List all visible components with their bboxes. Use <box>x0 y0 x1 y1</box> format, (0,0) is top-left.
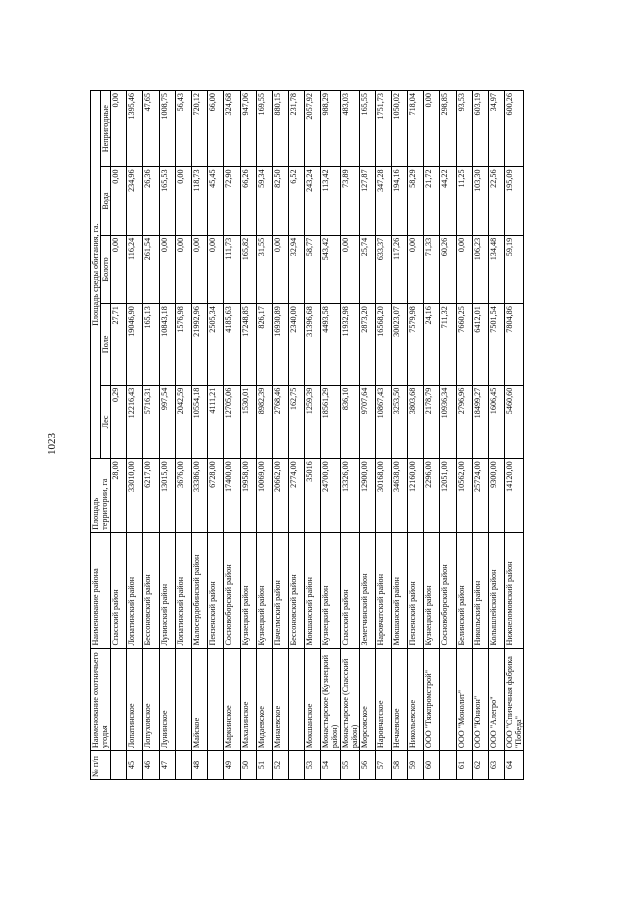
cell-district: Колышлейский район <box>489 532 505 648</box>
cell-name: Маркинское <box>224 648 240 751</box>
cell-field: 24,16 <box>424 304 440 386</box>
cell-field: 2340,00 <box>289 304 305 386</box>
table-row <box>391 91 407 780</box>
cell-forest: 5460,60 <box>505 385 524 459</box>
cell-num: 56 <box>359 751 375 780</box>
cell-area: 30168,00 <box>375 459 391 533</box>
cell-area: 6728,00 <box>208 459 224 533</box>
cell-swamp: 0,00 <box>175 235 191 303</box>
header-area: Площадь территории, га <box>91 459 111 533</box>
cell-name: Лунинское <box>159 648 175 751</box>
cell-name: Лопатинское <box>127 648 143 751</box>
cell-name: ООО "Юнион" <box>472 648 488 751</box>
cell-num: 48 <box>191 751 207 780</box>
cell-field: 27,71 <box>111 304 127 386</box>
cell-district: Малосердобинский район <box>191 532 207 648</box>
cell-water: 103,30 <box>472 167 488 235</box>
cell-forest: 0,29 <box>111 385 127 459</box>
header-num: № п/п <box>91 751 111 780</box>
table-row <box>505 91 524 780</box>
cell-field: 31396,68 <box>305 304 321 386</box>
cell-swamp: 0,00 <box>408 235 424 303</box>
table-row <box>340 91 359 780</box>
cell-num: 46 <box>143 751 159 780</box>
cell-num: 50 <box>240 751 256 780</box>
cell-district: Кузнецкий район <box>321 532 340 648</box>
table-row <box>321 91 340 780</box>
cell-area: 13015,00 <box>159 459 175 533</box>
header-unfit: Непригодные <box>101 91 111 167</box>
cell-water: 243,24 <box>305 167 321 235</box>
cell-district: Никольский район <box>472 532 488 648</box>
cell-area: 6217,00 <box>143 459 159 533</box>
cell-swamp: 117,26 <box>391 235 407 303</box>
cell-water: 44,22 <box>440 167 456 235</box>
cell-water: 6,52 <box>289 167 305 235</box>
cell-water: 195,09 <box>505 167 524 235</box>
cell-district: Пензенский район <box>408 532 424 648</box>
cell-field: 19046,90 <box>127 304 143 386</box>
cell-field: 21992,96 <box>191 304 207 386</box>
cell-unfit: 47,65 <box>143 91 159 167</box>
cell-name: ООО "Тяжпромстрой" <box>424 648 440 751</box>
cell-area: 12160,00 <box>408 459 424 533</box>
cell-swamp: 32,94 <box>289 235 305 303</box>
cell-num: 58 <box>391 751 407 780</box>
cell-swamp: 0,00 <box>456 235 472 303</box>
cell-district: Сосновоборский район <box>440 532 456 648</box>
table-row <box>159 91 175 780</box>
cell-unfit: 66,00 <box>208 91 224 167</box>
cell-area: 33010,00 <box>127 459 143 533</box>
cell-num: 64 <box>505 751 524 780</box>
cell-forest: 1259,39 <box>305 385 321 459</box>
cell-unfit: 1050,02 <box>391 91 407 167</box>
cell-field: 30023,07 <box>391 304 407 386</box>
cell-unfit: 0,00 <box>424 91 440 167</box>
cell-forest: 2768,46 <box>272 385 288 459</box>
table-row <box>143 91 159 780</box>
cell-district: Лопатинский район <box>127 532 143 648</box>
cell-swamp: 31,55 <box>256 235 272 303</box>
cell-num: 55 <box>340 751 359 780</box>
cell-area: 14120,00 <box>505 459 524 533</box>
header-district: Наименование района <box>91 532 111 648</box>
cell-forest: 10867,43 <box>375 385 391 459</box>
cell-name <box>175 648 191 751</box>
cell-num: 53 <box>305 751 321 780</box>
cell-unfit: 93,53 <box>456 91 472 167</box>
cell-water: 347,28 <box>375 167 391 235</box>
cell-name: Наровчатское <box>375 648 391 751</box>
cell-unfit: 0,00 <box>111 91 127 167</box>
cell-unfit: 34,97 <box>489 91 505 167</box>
cell-num: 63 <box>489 751 505 780</box>
table-row <box>375 91 391 780</box>
cell-water: 26,36 <box>143 167 159 235</box>
table-row <box>272 91 288 780</box>
cell-num <box>289 751 305 780</box>
cell-water: 82,50 <box>272 167 288 235</box>
cell-swamp: 633,37 <box>375 235 391 303</box>
cell-swamp: 0,00 <box>340 235 359 303</box>
hunting-grounds-table <box>90 90 524 780</box>
cell-district: Мокшанский район <box>391 532 407 648</box>
table-row <box>127 91 143 780</box>
cell-unfit: 1008,75 <box>159 91 175 167</box>
cell-name: ООО "Спичечная фабрика "Победа" <box>505 648 524 751</box>
table-row <box>359 91 375 780</box>
cell-forest: 997,54 <box>159 385 175 459</box>
cell-swamp: 111,73 <box>224 235 240 303</box>
cell-water: 0,00 <box>175 167 191 235</box>
cell-water: 22,56 <box>489 167 505 235</box>
cell-water: 0,00 <box>111 167 127 235</box>
cell-forest: 18561,29 <box>321 385 340 459</box>
cell-field: 7579,98 <box>408 304 424 386</box>
cell-field: 7804,86 <box>505 304 524 386</box>
header-forest: Лес <box>101 385 111 459</box>
cell-swamp: 25,74 <box>359 235 375 303</box>
page-number: 1023 <box>46 433 58 455</box>
table-row <box>456 91 472 780</box>
cell-area: 28,00 <box>111 459 127 533</box>
cell-area: 3676,00 <box>175 459 191 533</box>
cell-name <box>208 648 224 751</box>
cell-district: Кузнецкий район <box>240 532 256 648</box>
cell-area: 2774,00 <box>289 459 305 533</box>
cell-forest: 10936,34 <box>440 385 456 459</box>
cell-forest: 3803,68 <box>408 385 424 459</box>
cell-unfit: 720,12 <box>191 91 207 167</box>
cell-unfit: 718,04 <box>408 91 424 167</box>
cell-district: Кузнецкий район <box>424 532 440 648</box>
cell-forest: 836,10 <box>340 385 359 459</box>
cell-swamp: 0,00 <box>208 235 224 303</box>
cell-area: 25724,00 <box>472 459 488 533</box>
cell-swamp: 58,77 <box>305 235 321 303</box>
cell-field: 4185,63 <box>224 304 240 386</box>
cell-field: 165,13 <box>143 304 159 386</box>
cell-unfit: 165,55 <box>359 91 375 167</box>
cell-num: 49 <box>224 751 240 780</box>
cell-district: Белинский район <box>456 532 472 648</box>
cell-area: 9300,00 <box>489 459 505 533</box>
cell-district: Сосновоборский район <box>224 532 240 648</box>
cell-num: 59 <box>408 751 424 780</box>
cell-field: 2873,20 <box>359 304 375 386</box>
cell-name <box>440 648 456 751</box>
cell-name: Монастырское (Спасский район) <box>340 648 359 751</box>
cell-field: 7501,54 <box>489 304 505 386</box>
table-row <box>440 91 456 780</box>
cell-forest: 3253,50 <box>391 385 407 459</box>
cell-num: 54 <box>321 751 340 780</box>
cell-num <box>208 751 224 780</box>
cell-water: 234,96 <box>127 167 143 235</box>
cell-field: 16930,89 <box>272 304 288 386</box>
cell-name: Нечаевское <box>391 648 407 751</box>
cell-district: Земетчинский район <box>359 532 375 648</box>
cell-num: 47 <box>159 751 175 780</box>
cell-unfit: 947,06 <box>240 91 256 167</box>
cell-forest: 2796,96 <box>456 385 472 459</box>
cell-area: 2296,00 <box>424 459 440 533</box>
table-row <box>208 91 224 780</box>
cell-num: 62 <box>472 751 488 780</box>
header-name: Наименование охотничьего угодья <box>91 648 111 751</box>
cell-swamp: 116,24 <box>127 235 143 303</box>
cell-forest: 4111,21 <box>208 385 224 459</box>
cell-forest: 9707,64 <box>359 385 375 459</box>
cell-unfit: 1751,73 <box>375 91 391 167</box>
table-row <box>424 91 440 780</box>
cell-swamp: 0,00 <box>272 235 288 303</box>
cell-name: Минаевское <box>272 648 288 751</box>
cell-num: 60 <box>424 751 440 780</box>
cell-area: 12051,00 <box>440 459 456 533</box>
cell-area: 35016 <box>305 459 321 533</box>
cell-forest: 1530,01 <box>240 385 256 459</box>
table-row <box>175 91 191 780</box>
cell-num <box>440 751 456 780</box>
cell-district: Лопатинский район <box>175 532 191 648</box>
cell-field: 4493,58 <box>321 304 340 386</box>
cell-name: Махалинское <box>240 648 256 751</box>
table-row <box>111 91 127 780</box>
cell-num <box>111 751 127 780</box>
table-row <box>489 91 505 780</box>
header-swamp: Болото <box>101 235 111 303</box>
header-water: Вода <box>101 167 111 235</box>
cell-swamp: 543,42 <box>321 235 340 303</box>
cell-name: Мокшанское <box>305 648 321 751</box>
cell-field: 17248,85 <box>240 304 256 386</box>
cell-forest: 12705,06 <box>224 385 240 459</box>
cell-unfit: 169,55 <box>256 91 272 167</box>
cell-forest: 18499,27 <box>472 385 488 459</box>
cell-field: 711,32 <box>440 304 456 386</box>
header-habitat-group: Площадь среды обитания, га. <box>91 91 101 459</box>
cell-name <box>111 648 127 751</box>
cell-unfit: 988,29 <box>321 91 340 167</box>
cell-field: 16568,20 <box>375 304 391 386</box>
cell-area: 24700,00 <box>321 459 340 533</box>
cell-forest: 10554,18 <box>191 385 207 459</box>
cell-water: 73,89 <box>340 167 359 235</box>
cell-district: Пензенский район <box>208 532 224 648</box>
cell-name: Никольевское <box>408 648 424 751</box>
cell-unfit: 880,15 <box>272 91 288 167</box>
cell-water: 127,87 <box>359 167 375 235</box>
cell-area: 19958,00 <box>240 459 256 533</box>
cell-swamp: 0,00 <box>111 235 127 303</box>
cell-district: Бессоновский район <box>143 532 159 648</box>
cell-name: ООО "Алегро" <box>489 648 505 751</box>
cell-name: Морсовское <box>359 648 375 751</box>
cell-area: 20662,00 <box>272 459 288 533</box>
table-row <box>408 91 424 780</box>
cell-field: 11932,98 <box>340 304 359 386</box>
cell-num: 52 <box>272 751 288 780</box>
cell-swamp: 106,23 <box>472 235 488 303</box>
cell-swamp: 134,48 <box>489 235 505 303</box>
cell-district: Спасский район <box>340 532 359 648</box>
cell-unfit: 231,78 <box>289 91 305 167</box>
table-row <box>472 91 488 780</box>
cell-water: 21,72 <box>424 167 440 235</box>
cell-swamp: 0,00 <box>159 235 175 303</box>
cell-forest: 5716,31 <box>143 385 159 459</box>
cell-field: 2505,34 <box>208 304 224 386</box>
cell-swamp: 60,26 <box>440 235 456 303</box>
table-row <box>240 91 256 780</box>
cell-water: 113,42 <box>321 167 340 235</box>
cell-field: 7660,25 <box>456 304 472 386</box>
cell-district: Пачелмский район <box>272 532 288 648</box>
cell-water: 45,45 <box>208 167 224 235</box>
cell-forest: 2178,79 <box>424 385 440 459</box>
cell-forest: 8982,39 <box>256 385 272 459</box>
cell-num: 57 <box>375 751 391 780</box>
cell-district: Лунинский район <box>159 532 175 648</box>
cell-unfit: 603,19 <box>472 91 488 167</box>
cell-water: 194,16 <box>391 167 407 235</box>
cell-district: Наровчатский район <box>375 532 391 648</box>
table-body <box>111 91 524 780</box>
cell-water: 11,25 <box>456 167 472 235</box>
cell-field: 10843,18 <box>159 304 175 386</box>
rotated-table-container <box>90 90 640 777</box>
cell-swamp: 0,00 <box>191 235 207 303</box>
cell-water: 118,73 <box>191 167 207 235</box>
cell-water: 58,29 <box>408 167 424 235</box>
cell-num <box>175 751 191 780</box>
cell-water: 165,53 <box>159 167 175 235</box>
cell-name: ООО "Монолит" <box>456 648 472 751</box>
cell-unfit: 600,26 <box>505 91 524 167</box>
cell-area: 34638,00 <box>391 459 407 533</box>
cell-field: 6412,01 <box>472 304 488 386</box>
cell-area: 12900,00 <box>359 459 375 533</box>
cell-district: Мокшанский район <box>305 532 321 648</box>
cell-area: 10562,00 <box>456 459 472 533</box>
cell-forest: 162,75 <box>289 385 305 459</box>
cell-unfit: 483,03 <box>340 91 359 167</box>
cell-name: Монастырское (Кузнецкий район) <box>321 648 340 751</box>
cell-swamp: 165,82 <box>240 235 256 303</box>
cell-water: 59,34 <box>256 167 272 235</box>
cell-swamp: 59,19 <box>505 235 524 303</box>
cell-field: 826,17 <box>256 304 272 386</box>
cell-unfit: 56,43 <box>175 91 191 167</box>
cell-unfit: 1395,46 <box>127 91 143 167</box>
cell-num: 45 <box>127 751 143 780</box>
cell-field: 1576,98 <box>175 304 191 386</box>
cell-forest: 12216,43 <box>127 385 143 459</box>
cell-area: 17400,00 <box>224 459 240 533</box>
cell-unfit: 2057,92 <box>305 91 321 167</box>
cell-name: Майское <box>191 648 207 751</box>
table-row <box>224 91 240 780</box>
cell-unfit: 324,68 <box>224 91 240 167</box>
table-row <box>256 91 272 780</box>
cell-area: 10069,00 <box>256 459 272 533</box>
cell-district: Нижнеломовский район <box>505 532 524 648</box>
cell-name: Мидаевское <box>256 648 272 751</box>
table-row <box>289 91 305 780</box>
cell-area: 33386,00 <box>191 459 207 533</box>
cell-water: 66,26 <box>240 167 256 235</box>
cell-forest: 1606,45 <box>489 385 505 459</box>
cell-name: Лопуховское <box>143 648 159 751</box>
cell-unfit: 298,85 <box>440 91 456 167</box>
rotated-content <box>90 90 550 780</box>
cell-num: 61 <box>456 751 472 780</box>
cell-num: 51 <box>256 751 272 780</box>
cell-swamp: 261,54 <box>143 235 159 303</box>
cell-district: Спасский район <box>111 532 127 648</box>
cell-area: 13326,00 <box>340 459 359 533</box>
table-row <box>191 91 207 780</box>
cell-district: Кузнецкий район <box>256 532 272 648</box>
header-field: Поле <box>101 304 111 386</box>
cell-swamp: 71,33 <box>424 235 440 303</box>
cell-forest: 2042,59 <box>175 385 191 459</box>
cell-district: Бессоновский район <box>289 532 305 648</box>
cell-name <box>289 648 305 751</box>
table-row <box>305 91 321 780</box>
cell-water: 72,90 <box>224 167 240 235</box>
